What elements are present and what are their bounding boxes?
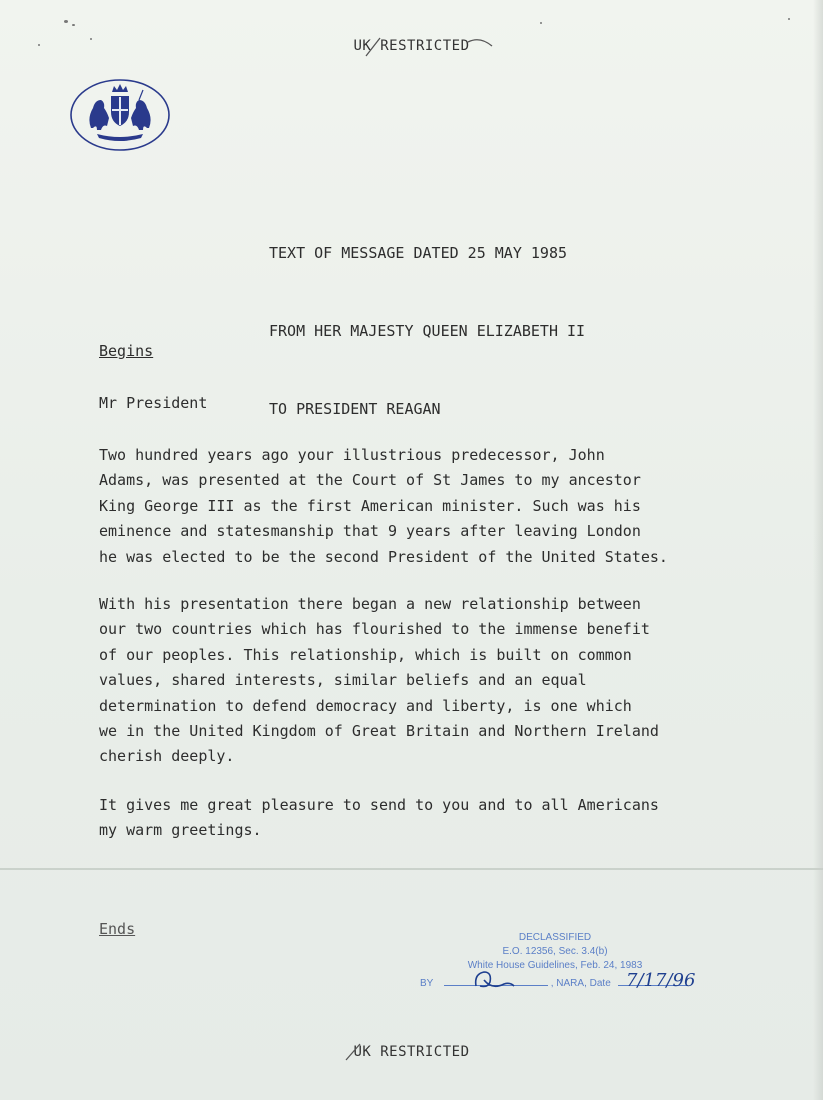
paragraph-line: King George III as the first American minister. Such was his xyxy=(99,496,641,515)
paragraph-line: my warm greetings. xyxy=(99,821,262,840)
paragraph-3 xyxy=(99,793,739,844)
paragraph-line: he was elected to be the second President of the United States. xyxy=(99,547,668,566)
begins-label: Begins xyxy=(99,342,154,360)
paragraph-line: eminence and statesmanship that 9 years after leaving London xyxy=(99,522,641,541)
message-title xyxy=(269,188,585,474)
salutation: Mr President xyxy=(99,394,208,412)
paragraph-line: With his presentation there began a new relationship between xyxy=(99,595,641,613)
paragraph-line: Adams, was presented at the Court of St James to my ancestor xyxy=(99,471,641,490)
paper-fold-line xyxy=(0,868,823,870)
stamp-line-eo: E.O. 12356, Sec. 3.4(b) xyxy=(502,946,608,957)
dust-speck xyxy=(64,20,68,23)
handwritten-strike-mark-top xyxy=(360,36,500,58)
royal-coat-of-arms-icon xyxy=(69,78,171,152)
stamp-by-label: BY xyxy=(420,978,434,989)
stamp-line-declassified: DECLASSIFIED xyxy=(518,932,592,943)
paragraph-2 xyxy=(99,592,739,770)
paragraph-line: determination to defend democracy and liberty, is one which xyxy=(99,696,632,715)
handwritten-strike-mark-bottom xyxy=(338,1040,378,1062)
paragraph-line: Two hundred years ago your illustrious predecessor, John xyxy=(99,446,605,464)
stamp-line-guidelines: White House Guidelines, Feb. 24, 1983 xyxy=(467,960,643,971)
title-line: TEXT OF MESSAGE DATED 25 MAY 1985 xyxy=(269,244,568,262)
paper-edge-shadow xyxy=(813,0,823,1100)
handwritten-date: 7/17/96 xyxy=(626,970,696,991)
title-line: TO PRESIDENT REAGAN xyxy=(269,400,441,418)
dust-speck xyxy=(540,22,542,24)
paragraph-line: we in the United Kingdom of Great Britain and Northern Ireland xyxy=(99,722,659,741)
title-line: FROM HER MAJESTY QUEEN ELIZABETH II xyxy=(269,322,586,340)
classification-top: UK RESTRICTED xyxy=(353,38,470,54)
paragraph-line: of our peoples. This relationship, which is built on common xyxy=(99,645,632,664)
ends-label: Ends xyxy=(99,920,136,938)
handwritten-initials-icon xyxy=(470,968,520,994)
paragraph-line: It gives me great pleasure to send to you and to all Americans xyxy=(99,796,659,814)
paragraph-line: cherish deeply. xyxy=(99,747,235,766)
paragraph-line: values, shared interests, similar beliefs and an equal xyxy=(99,671,587,690)
stamp-nara-date-label: , NARA, Date xyxy=(550,978,611,989)
dust-speck xyxy=(72,24,75,26)
dust-speck xyxy=(788,18,790,20)
paragraph-line: our two countries which has flourished to the immense benefit xyxy=(99,620,650,639)
paragraph-1 xyxy=(99,443,739,570)
classification-bottom: UK RESTRICTED xyxy=(353,1044,470,1060)
